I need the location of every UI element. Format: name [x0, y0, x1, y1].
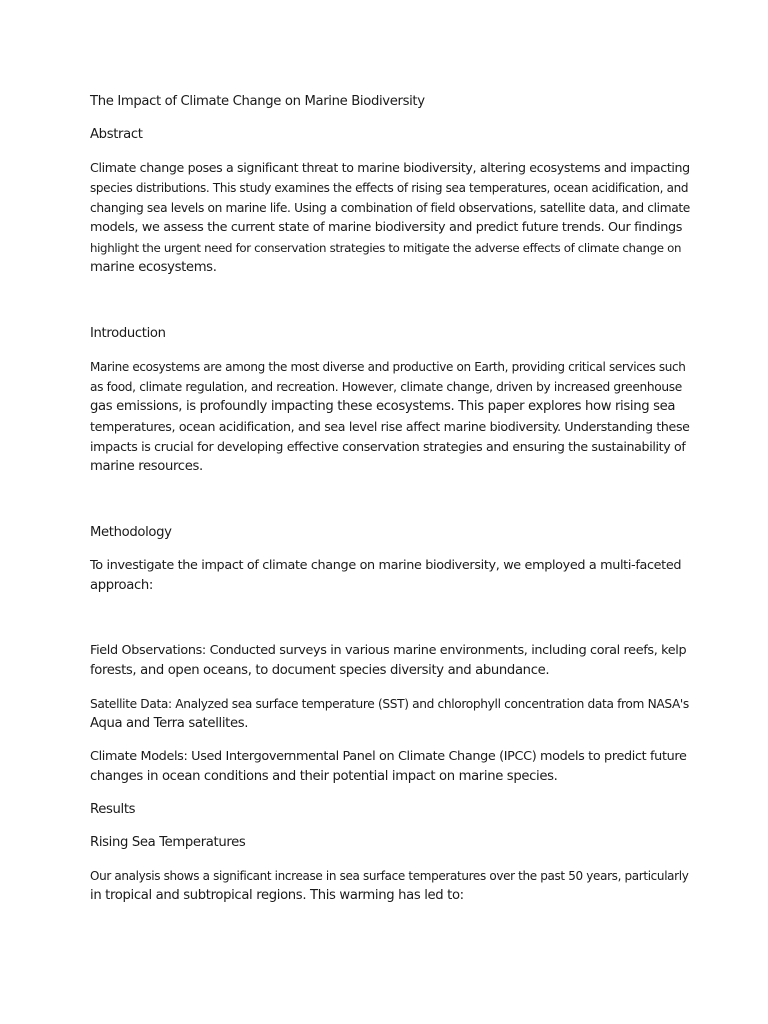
satellite-data-line: Aqua and Terra satellites.	[90, 716, 249, 731]
introduction-line: temperatures, ocean acidification, and sea level rise affect marine biodiversity. Understanding these	[90, 419, 690, 434]
field-observations-line: forests, and open oceans, to document species diversity and abundance.	[90, 663, 550, 678]
results-heading: Results	[90, 802, 136, 817]
abstract-line: Climate change poses a significant threat to marine biodiversity, altering ecosystems and impacting	[90, 160, 690, 175]
introduction-heading: Introduction	[90, 326, 166, 341]
climate-models-line: Climate Models: Used Intergovernmental Panel on Climate Change (IPCC) models to predict future	[90, 749, 687, 764]
introduction-line: as food, climate regulation, and recreation. However, climate change, driven by increased greenhouse	[90, 380, 682, 394]
abstract-line: marine ecosystems.	[90, 260, 217, 275]
methodology-line: To investigate the impact of climate change on marine biodiversity, we employed a multi-faceted	[90, 558, 682, 573]
abstract-heading: Abstract	[90, 127, 143, 142]
rising-temperatures-heading: Rising Sea Temperatures	[90, 835, 246, 850]
abstract-line: highlight the urgent need for conservation strategies to mitigate the adverse effects of climate change on	[90, 241, 682, 255]
methodology-heading: Methodology	[90, 525, 172, 540]
abstract-line: species distributions. This study examines the effects of rising sea temperatures, ocean acidification, and	[90, 181, 689, 195]
introduction-line: marine resources.	[90, 459, 203, 474]
document-title: The Impact of Climate Change on Marine Biodiversity	[90, 94, 425, 109]
rising-temperatures-line: Our analysis shows a significant increase in sea surface temperatures over the past 50 years, particularly	[90, 869, 689, 883]
climate-models-line: changes in ocean conditions and their potential impact on marine species.	[90, 769, 558, 784]
abstract-line: changing sea levels on marine life. Using a combination of field observations, satellite data, and climate	[90, 201, 690, 215]
satellite-data-line: Satellite Data: Analyzed sea surface temperature (SST) and chlorophyll concentration data from NASA's	[90, 697, 689, 711]
rising-temperatures-line: in tropical and subtropical regions. This warming has led to:	[90, 888, 464, 903]
abstract-line: models, we assess the current state of marine biodiversity and predict future trends. Our findings	[90, 220, 683, 235]
field-observations-line: Field Observations: Conducted surveys in various marine environments, including coral reefs, kelp	[90, 643, 687, 658]
methodology-line: approach:	[90, 578, 154, 593]
introduction-line: gas emissions, is profoundly impacting these ecosystems. This paper explores how rising sea	[90, 399, 676, 414]
introduction-line: Marine ecosystems are among the most diverse and productive on Earth, providing critical services such	[90, 360, 686, 374]
introduction-line: impacts is crucial for developing effective conservation strategies and ensuring the sustainability of	[90, 439, 686, 454]
